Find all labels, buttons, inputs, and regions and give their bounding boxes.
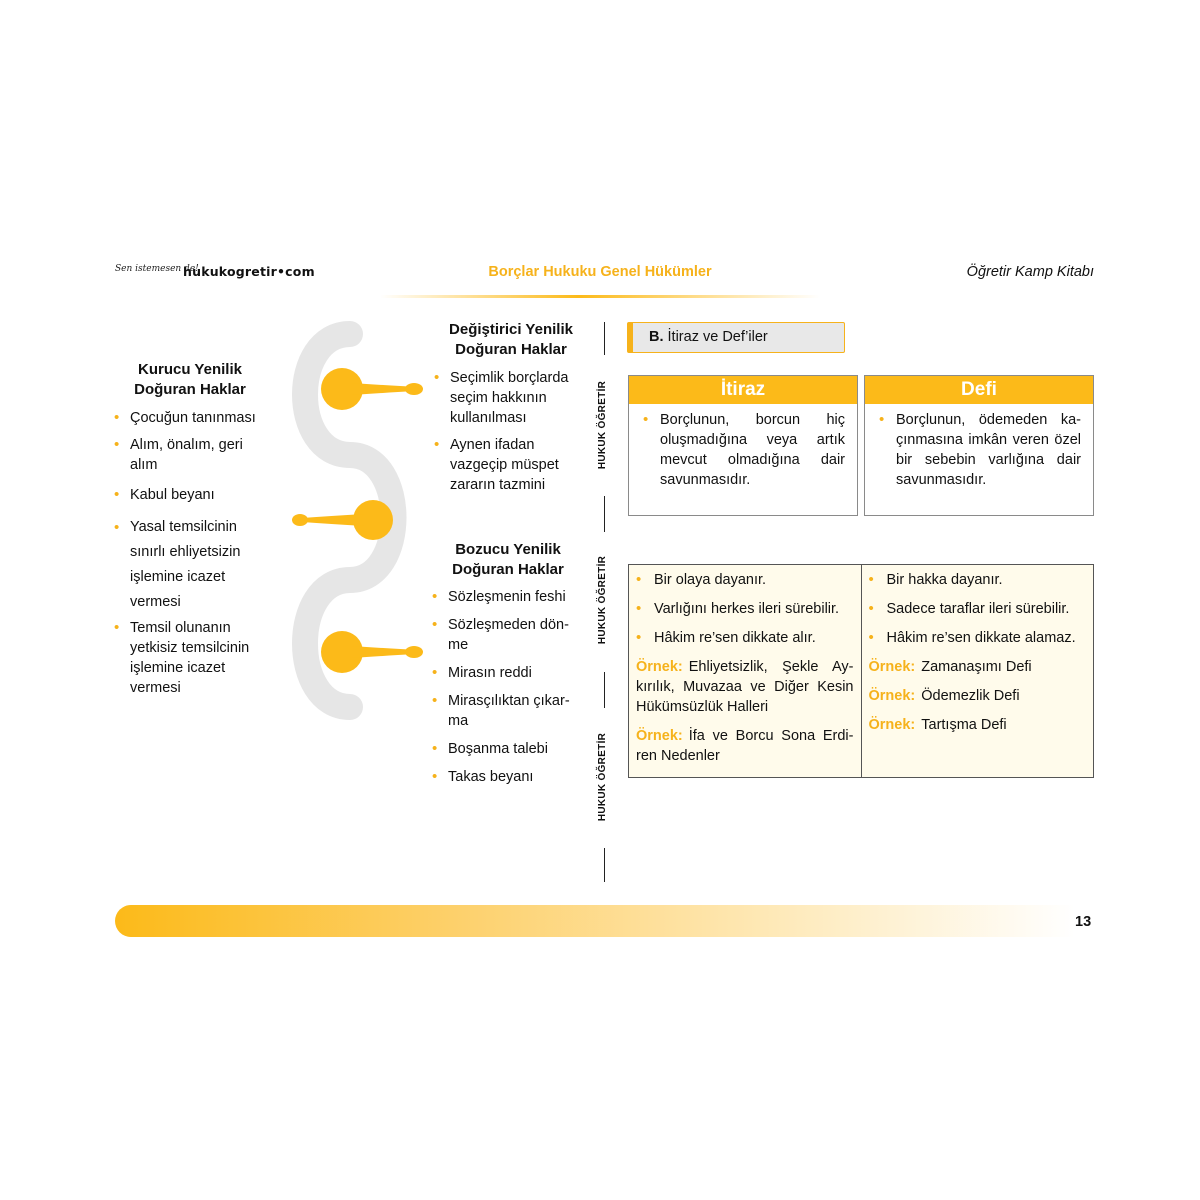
example-text: Ödemezlik Defi: [921, 688, 1020, 704]
section-letter: B.: [649, 329, 664, 345]
example-text: İfa ve Borcu Sona Erdi-ren Nedenler: [636, 728, 854, 764]
example-row: [869, 715, 1087, 735]
bozucu-list: [432, 587, 582, 787]
example-text: Ehliyetsizlik, Şekle Ay-kırılık, Muvazaa ve Diğer Kesin Hükümsüzlük Halleri: [636, 659, 854, 715]
itiraz-definition: • Borçlunun, borcun hiç oluşmadığına veya artık mevcut olmadığına dair savunmasıdır.: [643, 410, 845, 490]
example-label: Örnek:: [636, 728, 683, 744]
section-title: İtiraz ve Def’iler: [667, 329, 768, 345]
list-item: • Sadece taraflar ileri sürebilir.: [869, 599, 1087, 619]
degistirici-list: [434, 368, 582, 495]
list-item: • Hâkim re’sen dikkate alamaz.: [869, 628, 1087, 648]
itiraz-card: [628, 375, 858, 516]
list-item: • Boşanma talebi: [432, 739, 582, 759]
brand-logo: hukukogretir•com: [183, 264, 315, 279]
example-label: Örnek:: [868, 717, 916, 733]
vertical-watermark-label: HUKUK ÖĞRETİR: [597, 555, 608, 645]
list-item: • Çocuğun tanınması: [114, 408, 274, 428]
list-item: • Sözleşmeden dön-me: [432, 615, 582, 655]
kurucu-list: [114, 408, 274, 698]
list-item: • Takas beyanı: [432, 767, 582, 787]
degistirici-heading: Değiştirici Yenilik Doğuran Haklar: [449, 321, 573, 358]
list-item: • Varlığını herkes ileri sürebilir.: [636, 599, 854, 619]
list-item: • Bir olaya dayanır.: [636, 570, 854, 590]
connector-top: [321, 368, 423, 410]
bozucu-heading: Bozucu Yenilik Doğuran Haklar: [452, 541, 564, 578]
list-item: • Aynen ifadan vazgeçip müspet zararın tazmini: [434, 435, 582, 495]
defi-card: [864, 375, 1094, 516]
list-item: • Temsil olunanın yetkisiz temsilcinin işlemine icazet vermesi: [114, 618, 274, 698]
example-label: Örnek:: [868, 659, 916, 675]
defi-column: [861, 565, 1094, 777]
list-item: • Alım, önalım, geri alım: [114, 435, 274, 475]
example-text: Tartışma Defi: [921, 717, 1007, 733]
defi-definition: • Borçlunun, ödemeden ka-çınmasına imkân veren özel bir sebebin varlığına dair savunmasıdır.: [879, 410, 1081, 490]
example-row: [636, 657, 854, 717]
itiraz-card-title: İtiraz: [629, 376, 857, 404]
list-item: • Bir hakka dayanır.: [869, 570, 1087, 590]
vertical-watermark-label: HUKUK ÖĞRETİR: [597, 380, 608, 470]
separator-line: [604, 322, 605, 355]
example-label: Örnek:: [636, 659, 683, 675]
example-row: [869, 686, 1087, 706]
list-item: • Yasal temsilcinin sınırlı ehliyetsizin işlemine icazet vermesi: [114, 515, 274, 615]
itiraz-column: [629, 565, 861, 777]
list-item: • Mirasın reddi: [432, 663, 582, 683]
defi-card-title: Defi: [865, 376, 1093, 404]
vertical-watermark-label: HUKUK ÖĞRETİR: [597, 732, 608, 822]
page-number: 13: [1075, 914, 1092, 930]
s-curve-graphic: [280, 315, 440, 725]
list-item: • Mirasçılıktan çıkar-ma: [432, 691, 582, 731]
separator-line: [604, 496, 605, 532]
list-item: • Kabul beyanı: [114, 485, 274, 505]
list-item: • Hâkim re’sen dikkate alır.: [636, 628, 854, 648]
list-item: • Seçimlik borçlarda seçim hakkının kullanılması: [434, 368, 582, 428]
section-title-box: [627, 322, 845, 353]
brand-slogan: Sen istemesen de!: [115, 264, 199, 274]
separator-line: [604, 672, 605, 708]
connector-bottom: [321, 631, 423, 673]
page-header-title: Borçlar Hukuku Genel Hükümler: [488, 264, 712, 280]
separator-line: [604, 848, 605, 882]
list-item: • Sözleşmenin feshi: [432, 587, 582, 607]
comparison-table: [628, 564, 1094, 778]
footer-bar: [115, 905, 1075, 937]
example-label: Örnek:: [868, 688, 916, 704]
kurucu-heading: Kurucu Yenilik Doğuran Haklar: [134, 361, 246, 398]
example-text: Zamanaşımı Defi: [921, 659, 1032, 675]
example-row: [869, 657, 1087, 677]
header-divider: [380, 295, 820, 298]
book-title: Öğretir Kamp Kitabı: [966, 264, 1094, 280]
connector-middle: [292, 500, 393, 540]
example-row: [636, 726, 854, 766]
